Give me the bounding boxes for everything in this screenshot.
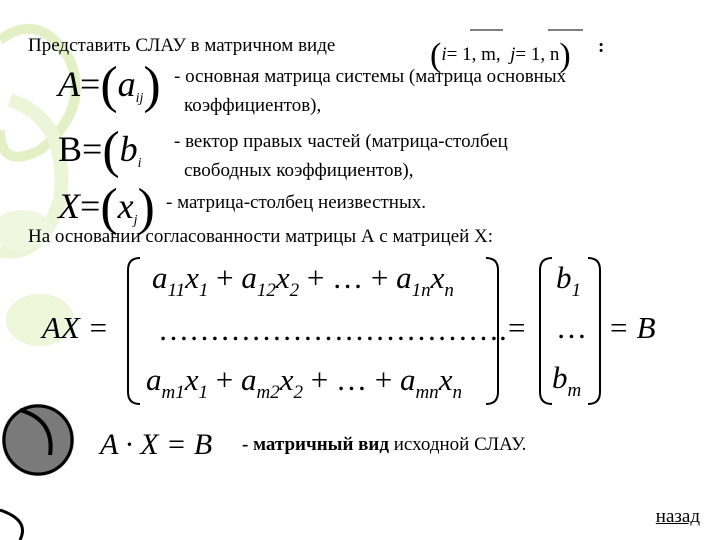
b-top-letter: b	[556, 260, 572, 295]
def-b-text-1: - вектор правых частей (матрица-столбец	[174, 131, 508, 152]
r1-a2: a	[241, 260, 257, 295]
paren-right: )	[559, 37, 571, 74]
consistency-text: На основании согласованности матрицы А с матрицей X:	[28, 226, 494, 247]
def-x-paren-r: )	[137, 179, 155, 236]
matrix-lhs: AX =	[42, 310, 109, 345]
r1-dots: + … +	[299, 260, 397, 295]
def-b-text-2: свободных коэффициентов),	[184, 160, 414, 181]
def-b-paren-l: (	[102, 122, 120, 179]
def-a-text-1: - основная матрица системы (матрица основных	[174, 66, 567, 87]
def-a-eq: =	[80, 64, 101, 104]
final-formula: A · X = B	[100, 428, 213, 461]
rm-x-sub: 1	[198, 382, 208, 403]
b-top	[556, 260, 581, 301]
final-text-bold: - матричный вид	[242, 434, 389, 455]
def-b-elem: b	[119, 129, 138, 169]
index-i-range: = 1, m,	[446, 44, 501, 65]
index-j-range: = 1, n	[515, 44, 560, 65]
rm-a2-sub: m2	[256, 382, 280, 403]
rm-x: x	[184, 362, 199, 397]
matrix-row-1	[152, 260, 454, 301]
rm-plus: +	[208, 362, 241, 397]
r1-xn: x	[430, 260, 445, 295]
def-a-paren-r: )	[143, 57, 161, 114]
rm-an: a	[399, 362, 416, 397]
rm-a: a	[146, 362, 162, 397]
rm-x2-sub: 2	[293, 382, 303, 403]
b-mid: …	[556, 310, 587, 345]
def-a-text-2: коэффициентов),	[184, 95, 322, 116]
def-x-paren-l: (	[100, 179, 118, 236]
rm-xn: x	[438, 362, 453, 397]
b-top-sub: 1	[571, 280, 581, 301]
rm-a2: a	[240, 362, 257, 397]
r1-x: x	[185, 260, 199, 295]
rm-an-sub: mn	[415, 382, 439, 403]
r1-x-sub: 1	[198, 280, 209, 301]
def-x-elem-sub: j	[133, 213, 138, 228]
heading-label: Представить СЛАУ в матричном виде	[28, 35, 336, 56]
heading-colon: :	[598, 36, 605, 57]
def-b-symbol: B	[58, 129, 83, 169]
index-j: j	[510, 44, 516, 65]
rm-dots: + … +	[302, 362, 400, 397]
def-a-paren-l: (	[100, 57, 118, 114]
r1-an-sub: 1n	[411, 280, 431, 301]
def-x-symbol: X	[58, 186, 80, 226]
index-i: i	[441, 44, 447, 65]
def-a-elem-sub: ij	[135, 91, 144, 106]
matrix-rhs: = B	[608, 310, 656, 345]
b-bot-sub: m	[567, 380, 582, 401]
r1-plus: +	[208, 260, 242, 295]
r1-an: a	[396, 260, 412, 295]
matrix-row-dots: …………………………….	[158, 312, 507, 347]
rm-a-sub: m1	[161, 382, 185, 403]
def-x-text: - матрица-столбец неизвестных.	[166, 192, 426, 213]
r1-a: a	[152, 260, 168, 295]
r1-x2: x	[275, 260, 290, 295]
matrix-eq-mid: =	[508, 310, 526, 345]
def-a-elem: a	[117, 64, 136, 104]
r1-x2-sub: 2	[289, 280, 300, 301]
b-bot-letter: b	[552, 360, 568, 395]
b-bot	[552, 360, 582, 401]
matrix-row-m	[146, 362, 462, 403]
def-b-eq: =	[82, 129, 103, 169]
rm-xn-sub: n	[452, 382, 462, 403]
def-x-elem: x	[117, 186, 134, 226]
def-b-elem-sub: i	[137, 156, 142, 171]
def-x-eq: =	[80, 186, 101, 226]
final-text	[242, 434, 526, 456]
r1-xn-sub: n	[444, 280, 454, 301]
def-a-symbol: A	[58, 64, 80, 104]
r1-a-sub: 11	[167, 280, 186, 301]
back-link[interactable]: назад	[655, 506, 700, 527]
rm-x2: x	[279, 362, 294, 397]
r1-a2-sub: 12	[256, 280, 276, 301]
final-text-rest: исходной СЛАУ.	[389, 434, 527, 455]
paren-left: (	[430, 37, 442, 74]
